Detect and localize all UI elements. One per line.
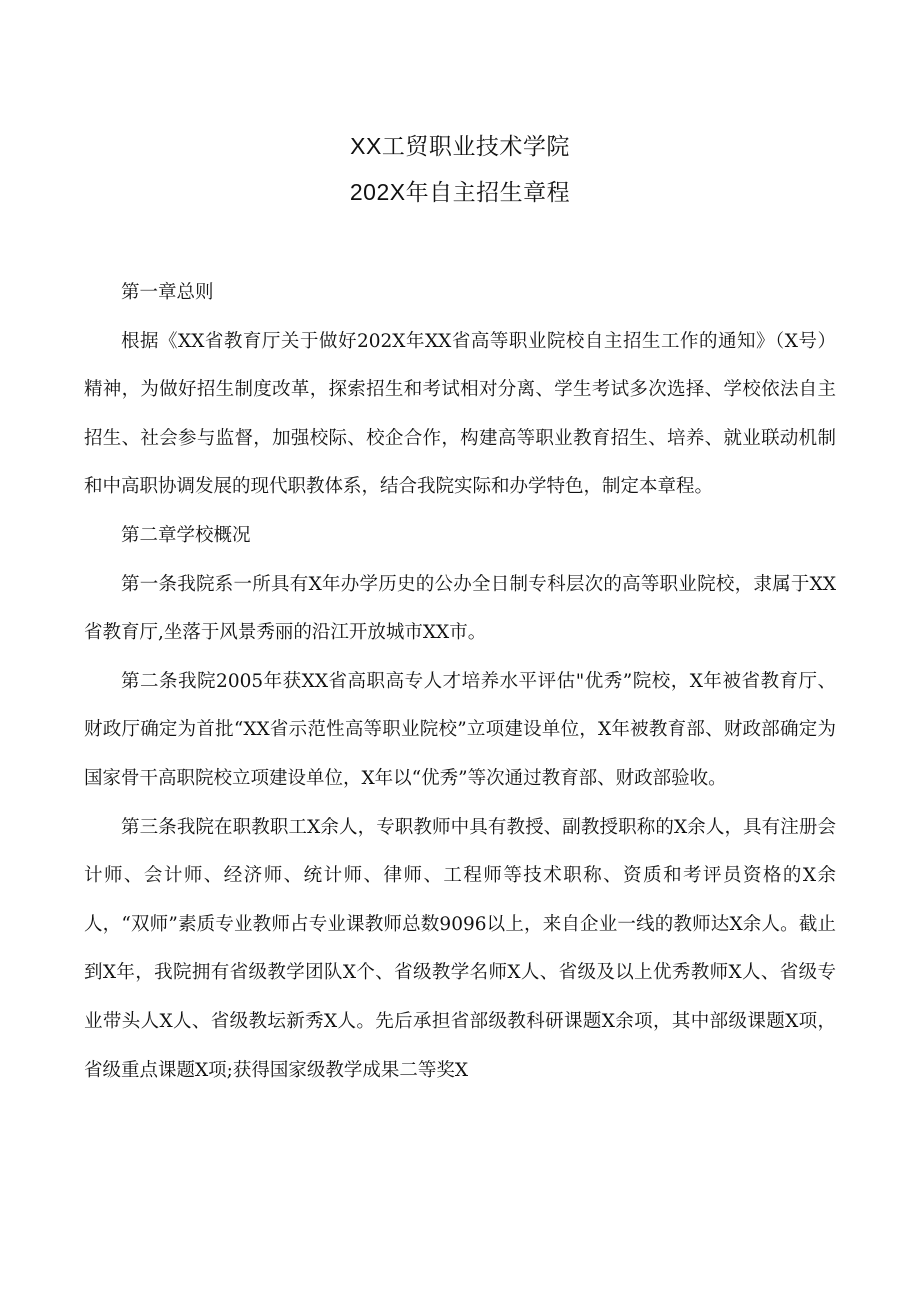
chapter-2-heading: 第二章学校概况	[121, 524, 251, 546]
article-3-paragraph: 第三条我院在职教职工X余人，专职教师中具有教授、副教授职称的X余人，具有注册会计师、会计师、经济师、统计师、律师、工程师等技术职称、资质和考评员资格的X余人，“双师”素质专业教师占专业课教师总数9096以上，来自企业一线的教师达X余人。截止到X年，我院拥有省级教学团队X个、省级教学名师X人、省级及以上优秀教师X人、省级专业带头人X人、省级教坛新秀X人。先后承担省部级教科研课题X余项，其中部级课题X项，省级重点课题X项;获得国家级教学成果二等奖X	[84, 816, 836, 1081]
chapter-1-heading: 第一章总则	[121, 282, 214, 303]
document-title-school: XX工贸职业技术学院	[350, 133, 570, 159]
article-1-paragraph: 第一条我院系一所具有X年办学历史的公办全日制专科层次的高等职业院校，隶属于XX省教育厅,坐落于风景秀丽的沿江开放城市XX市。	[84, 573, 836, 644]
document-title-charter: 202X年自主招生章程	[349, 179, 571, 205]
document-body	[84, 269, 836, 1095]
article-2-paragraph: 第二条我院2005年获XX省高职高专人才培养水平评估"优秀”院校，X年被省教育厅、财政厅确定为首批“XX省示范性高等职业院校”立项建设单位，X年被教育部、财政部确定为国家骨干高职院校立项建设单位，X年以“优秀”等次通过教育部、财政部验收。	[84, 670, 836, 789]
chapter-1-paragraph: 根据《XX省教育厅关于做好202X年XX省高等职业院校自主招生工作的通知》（X号）精神，为做好招生制度改革，探索招生和考试相对分离、学生考试多次选择、学校依法自主招生、社会参与监督，加强校际、校企合作，构建高等职业教育招生、培养、就业联动机制和中高职协调发展的现代职教体系，结合我院实际和办学特色，制定本章程。	[84, 330, 836, 498]
